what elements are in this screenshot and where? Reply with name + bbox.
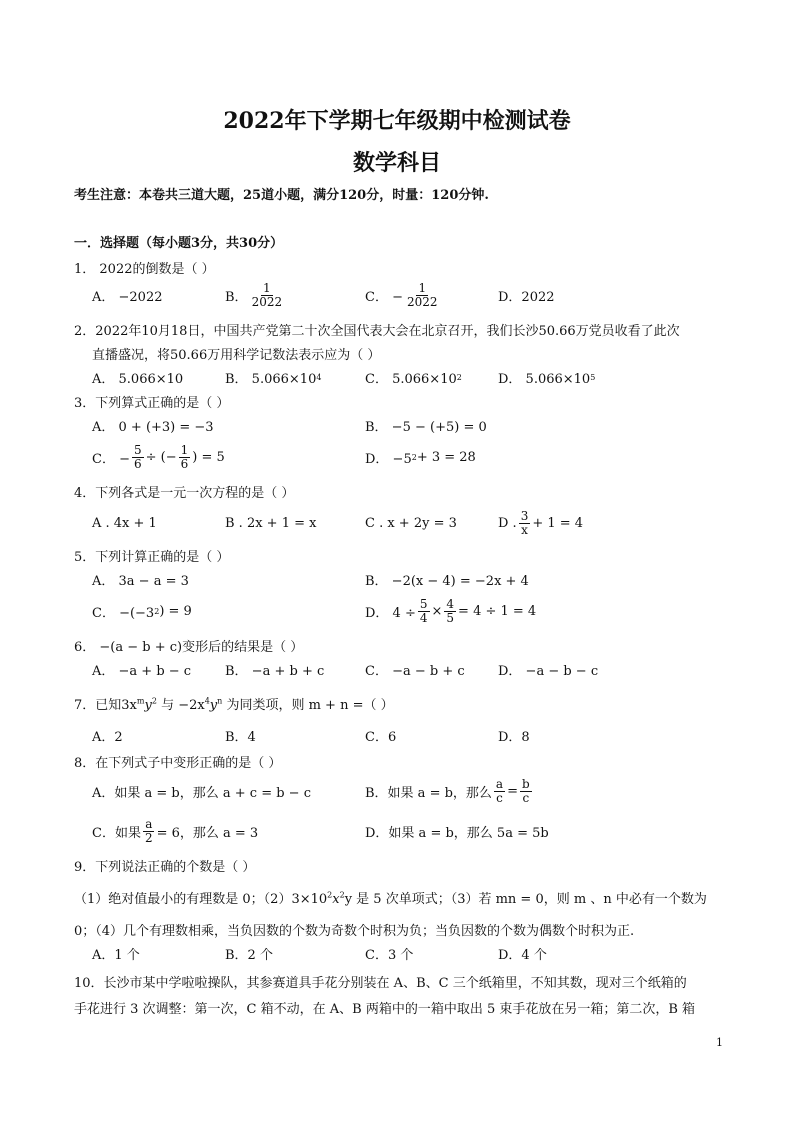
option-text: ÷ (−: [145, 449, 177, 465]
option-text: = 6，那么 a = 3: [156, 825, 259, 841]
option-a: A . 4x + 1: [92, 515, 157, 531]
option-text: B．如果 a = b，那么: [365, 785, 492, 801]
option-d: [498, 508, 583, 538]
question-8-options-row1: [92, 776, 732, 806]
fraction: [520, 778, 532, 805]
numerator: a: [495, 776, 504, 791]
question-9-stem: 9．下列说法正确的个数是（ ）: [74, 860, 256, 875]
denominator: 6: [180, 456, 189, 471]
option-text: B． 5.066×10: [225, 371, 317, 387]
option-text: + 3 = 28: [416, 449, 476, 465]
numerator: 4: [446, 596, 455, 611]
option-b: B．2 个: [225, 947, 273, 963]
question-6-stem: 6． −(a − b + c)变形后的结果是（ ）: [74, 640, 304, 655]
option-b: B . 2x + 1 = x: [225, 515, 317, 531]
option-a: A． −2022: [92, 289, 163, 305]
question-2-stem-line2: 直播盛况，将50.66万用科学记数法表示应为（ ）: [92, 348, 381, 363]
fraction: [179, 444, 191, 471]
option-c: C．6: [365, 729, 397, 745]
option-a: A． 5.066×10: [92, 371, 184, 387]
option-d: D．4 个: [498, 947, 547, 963]
numerator: 3: [520, 508, 529, 523]
question-8-options-row2: [92, 816, 732, 846]
exam-title: 2022年下学期七年级期中检测试卷: [223, 108, 571, 134]
option-c: [365, 362, 462, 392]
exponent: 4: [316, 372, 322, 382]
question-8-stem: 8．在下列式子中变形正确的是（ ）: [74, 756, 282, 771]
numerator: b: [521, 776, 530, 791]
exponent: 5: [590, 372, 596, 382]
question-1-stem: 1． 2022的倒数是（ ）: [74, 262, 215, 277]
question-5-options-row2: [92, 596, 732, 626]
option-c: C . x + 2y = 3: [365, 515, 457, 531]
denominator: 6: [133, 456, 142, 471]
exponent: 2: [151, 696, 157, 706]
option-label: D .: [498, 515, 517, 531]
exponent: m: [136, 696, 145, 706]
option-a: A． −a + b − c: [92, 663, 192, 679]
question-3-options-row1: [92, 410, 732, 440]
fraction: [132, 444, 144, 471]
option-d: D． −a − b − c: [498, 663, 599, 679]
option-text: ) = 5: [192, 449, 225, 465]
exponent: 4: [204, 696, 210, 706]
option-text: =: [507, 783, 518, 799]
denominator: 4: [419, 610, 428, 625]
fraction: [143, 818, 155, 845]
fraction: [519, 510, 531, 537]
question-6-options: [92, 654, 732, 684]
option-a: A．1 个: [92, 947, 140, 963]
exponent: 2: [154, 606, 160, 616]
option-text: D． −5: [365, 451, 412, 467]
option-a: A． 3a − a = 3: [92, 573, 189, 589]
exam-notice: 考生注意：本卷共三道大题，25道小题，满分120分，时量：120分钟.: [74, 188, 489, 203]
question-4-options: [92, 508, 732, 538]
exponent: n: [217, 696, 223, 706]
question-9-options: [92, 938, 732, 968]
variable: y: [144, 698, 152, 713]
option-label: C． −: [365, 289, 403, 305]
numerator: a: [145, 816, 153, 831]
option-text: + 1 = 4: [532, 515, 584, 531]
option-b: B．4: [225, 729, 256, 745]
exponent: 2: [456, 372, 462, 382]
question-7-options: [92, 720, 732, 750]
option-text: C．如果: [92, 825, 141, 841]
question-9-line2: 0；（4）几个有理数相乘，当负因数的个数为奇数个时积为负；当负因数的个数为偶数个时积为正.: [74, 924, 635, 939]
denominator: x: [521, 522, 528, 537]
denominator: 2022: [406, 294, 438, 309]
denominator: 2022: [251, 294, 283, 309]
fraction: [418, 598, 430, 625]
option-b: B． −a + b + c: [225, 663, 325, 679]
option-d: D．2022: [498, 289, 555, 305]
question-9-line1: [74, 888, 707, 907]
option-a: A．2: [92, 729, 123, 745]
option-d: [498, 362, 595, 392]
option-c: C． −a − b + c: [365, 663, 465, 679]
option-b: B． −2(x − 4) = −2x + 4: [365, 573, 529, 589]
question-5-options-row1: [92, 564, 732, 594]
section-heading: 一．选择题（每小题3分，共30分）: [74, 236, 284, 251]
numerator: 1: [418, 280, 427, 295]
question-4-stem: 4．下列各式是一元一次方程的是（ ）: [74, 486, 295, 501]
question-3-stem: 3．下列算式正确的是（ ）: [74, 396, 230, 411]
fraction: [494, 778, 505, 805]
numerator: 5: [419, 596, 428, 611]
line-text: （1）绝对值最小的有理数是 0；（2）3×10: [74, 892, 328, 907]
option-text: C． −: [92, 451, 130, 467]
fraction: [405, 282, 440, 309]
option-d: [365, 442, 476, 472]
option-c: C．3 个: [365, 947, 414, 963]
question-5-stem: 5．下列计算正确的是（ ）: [74, 550, 230, 565]
option-text: C． −(−3: [92, 605, 155, 621]
option-d: [365, 596, 536, 626]
page-number: 1: [716, 1036, 723, 1049]
variable: x: [332, 892, 340, 907]
denominator: c: [522, 790, 530, 805]
denominator: 2: [144, 830, 153, 845]
numerator: 1: [263, 280, 271, 295]
stem-text: 为同类项，则 m + n =（ ）: [226, 698, 394, 713]
option-c: [92, 442, 225, 472]
numerator: 1: [180, 442, 189, 457]
option-c: [365, 280, 442, 310]
option-a: A． 0 + (+3) = −3: [92, 419, 214, 435]
option-a: A．如果 a = b，那么 a + c = b − c: [92, 785, 311, 801]
option-text: C． 5.066×10: [365, 371, 457, 387]
option-text: = 4 ÷ 1 = 4: [458, 603, 537, 619]
option-b: [225, 280, 286, 310]
option-d: D．如果 a = b，那么 5a = 5b: [365, 825, 549, 841]
line-text: y 是 5 次单项式；（3）若 mn = 0，则 m 、n 中必有一个数为: [344, 892, 707, 907]
fraction: [444, 598, 456, 625]
variable: y: [209, 698, 218, 713]
option-text: D． 5.066×10: [498, 371, 591, 387]
question-2-options: [92, 362, 732, 392]
question-1-options: [92, 280, 732, 310]
stem-text: 7．已知3x: [74, 698, 137, 713]
numerator: 5: [133, 442, 142, 457]
question-7-stem: [74, 694, 394, 713]
question-3-options-row2: [92, 442, 732, 472]
option-label: B．: [225, 289, 248, 305]
option-c: [92, 596, 192, 626]
option-b: [225, 362, 321, 392]
stem-text: 与 −2x: [161, 698, 205, 713]
option-c: [92, 816, 258, 846]
question-10-line1: 10．长沙市某中学啦啦操队，其参赛道具手花分别装在 A、B、C 三个纸箱里，不知其数，现对三个纸箱的: [74, 976, 687, 991]
option-text: D． 4 ÷: [365, 605, 416, 621]
exponent: 2: [411, 452, 417, 462]
option-d: D．8: [498, 729, 530, 745]
question-2-stem-line1: 2．2022年10月18日，中国共产党第二十次全国代表大会在北京召开，我们长沙50.66万党员收看了此次: [74, 324, 680, 339]
exponent: 2: [339, 890, 345, 900]
option-text: ) = 9: [159, 603, 192, 619]
option-b: B． −5 − (+5) = 0: [365, 419, 487, 435]
option-text: ×: [431, 603, 443, 619]
question-10-line2: 手花进行 3 次调整：第一次，C 箱不动，在 A、B 两箱中的一箱中取出 5 束手花放在另一箱；第二次，B 箱: [74, 1002, 696, 1017]
fraction: [250, 282, 285, 309]
denominator: 5: [446, 610, 455, 625]
exam-subject: 数学科目: [352, 150, 441, 176]
denominator: c: [496, 790, 503, 805]
exponent: 2: [327, 890, 333, 900]
option-b: [365, 776, 534, 806]
